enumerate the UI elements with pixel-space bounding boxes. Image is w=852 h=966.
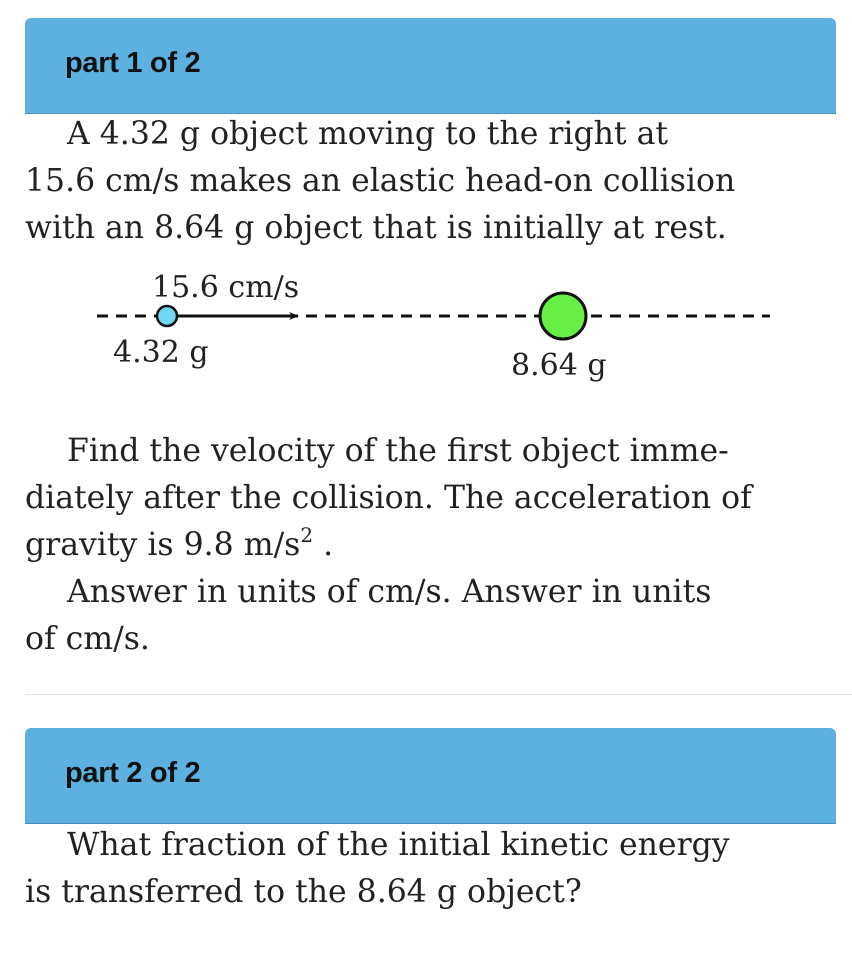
gravity-exponent: 2 bbox=[300, 523, 314, 547]
part-1-question bbox=[25, 428, 815, 663]
part-1-header bbox=[25, 18, 836, 114]
mass-1-label: 4.32 g bbox=[113, 335, 209, 370]
section-divider bbox=[25, 694, 852, 695]
answer-units-line-2: of cm/s. bbox=[25, 621, 150, 657]
question-line-2: diately after the collision. The acceleration of bbox=[25, 480, 752, 516]
object-2-ball bbox=[540, 293, 586, 339]
object-1-ball bbox=[157, 306, 177, 326]
velocity-label: 15.6 cm/s bbox=[152, 270, 300, 305]
part-1-title: part 1 of 2 bbox=[65, 47, 201, 79]
mass-2-label: 8.64 g bbox=[511, 348, 607, 383]
intro-line-2: 15.6 cm/s makes an elastic head-on collision bbox=[25, 163, 736, 199]
gravity-line: gravity is 9.8 $m/s^2$ . bbox=[25, 523, 334, 563]
part-2-question bbox=[25, 822, 815, 916]
part-2-line-2: is transferred to the 8.64 g object? bbox=[25, 874, 582, 910]
part-1-problem-intro bbox=[25, 111, 815, 252]
part-2-header bbox=[25, 728, 836, 824]
intro-line-1: A 4.32 g object moving to the right at bbox=[67, 116, 669, 152]
answer-units-line-1: Answer in units of cm/s. Answer in units bbox=[67, 574, 712, 610]
intro-line-3: with an 8.64 g object that is initially at rest. bbox=[25, 210, 727, 246]
part-2-line-1: What fraction of the initial kinetic energy bbox=[67, 827, 730, 863]
collision-diagram bbox=[0, 255, 852, 395]
question-line-1: Find the velocity of the first object imme- bbox=[67, 433, 729, 469]
part-2-title: part 2 of 2 bbox=[65, 757, 201, 789]
